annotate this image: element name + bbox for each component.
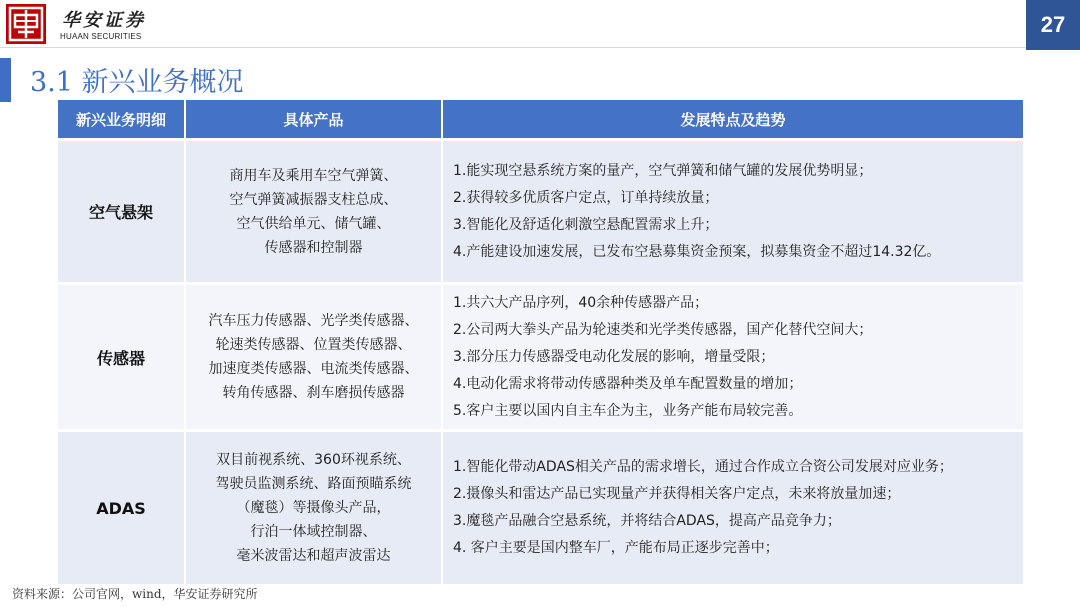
trend-line: 1.共六大产品序列，40余种传感器产品；	[453, 294, 709, 311]
header-cell-products: 具体产品	[186, 100, 441, 138]
product-line: （魔毯）等摄像头产品，	[236, 500, 391, 516]
trends-cell	[443, 432, 1023, 584]
product-line: 汽车压力传感器、光学类传感器、	[208, 313, 419, 329]
table-row	[58, 285, 1023, 429]
page-number: 27	[1026, 0, 1080, 50]
source-note: 资料来源：公司官网，wind，华安证券研究所	[12, 587, 258, 601]
brand-name-en: HUAAN SECURITIES	[60, 32, 142, 41]
product-line: 商用车及乘用车空气弹簧、	[229, 167, 398, 184]
business-name: 传感器	[58, 285, 184, 429]
product-line: 毫米波雷达和超声波雷达	[236, 548, 391, 564]
header-divider	[0, 47, 1080, 48]
trend-line: 2.获得较多优质客户定点，订单持续放量；	[453, 189, 719, 206]
header-cell-business: 新兴业务明细	[58, 100, 184, 138]
header-cell-trends: 发展特点及趋势	[443, 100, 1023, 138]
products-cell	[186, 432, 441, 584]
huaan-logo-icon	[6, 4, 46, 44]
product-line: 空气弹簧减振器支柱总成、	[229, 191, 398, 208]
product-line: 驾驶员监测系统、路面预瞄系统	[215, 476, 412, 492]
product-line: 空气供给单元、储气罐、	[236, 215, 391, 232]
product-line: 转角传感器、刹车磨损传感器	[222, 385, 405, 401]
product-line: 轮速类传感器、位置类传感器、	[215, 337, 412, 353]
trend-line: 5.客户主要以国内自主车企为主，业务产能布局较完善。	[453, 402, 803, 419]
product-line: 行泊一体域控制器、	[250, 524, 377, 540]
trend-line: 3.部分压力传感器受电动化发展的影响，增量受限；	[453, 348, 775, 365]
table-header-row	[58, 100, 1023, 138]
product-line: 加速度类传感器、电流类传感器、	[208, 361, 419, 377]
title-accent-bar	[0, 58, 11, 102]
table-row	[58, 432, 1023, 584]
brand-name-cn: 华安证券	[62, 10, 146, 31]
trend-line: 4.电动化需求将带动传感器种类及单车配置数量的增加；	[453, 375, 803, 392]
trend-line: 4. 客户主要是国内整车厂，产能布局正逐步完善中；	[453, 540, 779, 556]
trend-line: 1.能实现空悬系统方案的量产，空气弹簧和储气罐的发展优势明显；	[453, 162, 873, 179]
trend-line: 3.智能化及舒适化刺激空悬配置需求上升；	[453, 216, 719, 233]
products-cell	[186, 285, 441, 429]
product-line: 双目前视系统、360环视系统、	[216, 452, 411, 468]
trend-line: 1.智能化带动ADAS相关产品的需求增长，通过合作成立合资公司发展对应业务；	[453, 459, 953, 475]
trend-line: 3.魔毯产品融合空悬系统，并将结合ADAS，提高产品竞争力；	[453, 513, 841, 529]
trends-cell	[443, 141, 1023, 282]
trend-line: 2.摄像头和雷达产品已实现量产并获得相关客户定点，未来将放量加速；	[453, 486, 901, 502]
page-title: 3.1 新兴业务概况	[30, 67, 244, 98]
products-cell	[186, 141, 441, 282]
business-name: ADAS	[58, 432, 184, 584]
table-row	[58, 141, 1023, 282]
business-name: 空气悬架	[58, 141, 184, 282]
trends-cell	[443, 285, 1023, 429]
trend-line: 4.产能建设加速发展，已发布空悬募集资金预案，拟募集资金不超过14.32亿。	[453, 243, 941, 260]
trend-line: 2.公司两大拳头产品为轮速类和光学类传感器，国产化替代空间大；	[453, 321, 873, 338]
product-line: 传感器和控制器	[264, 239, 363, 256]
